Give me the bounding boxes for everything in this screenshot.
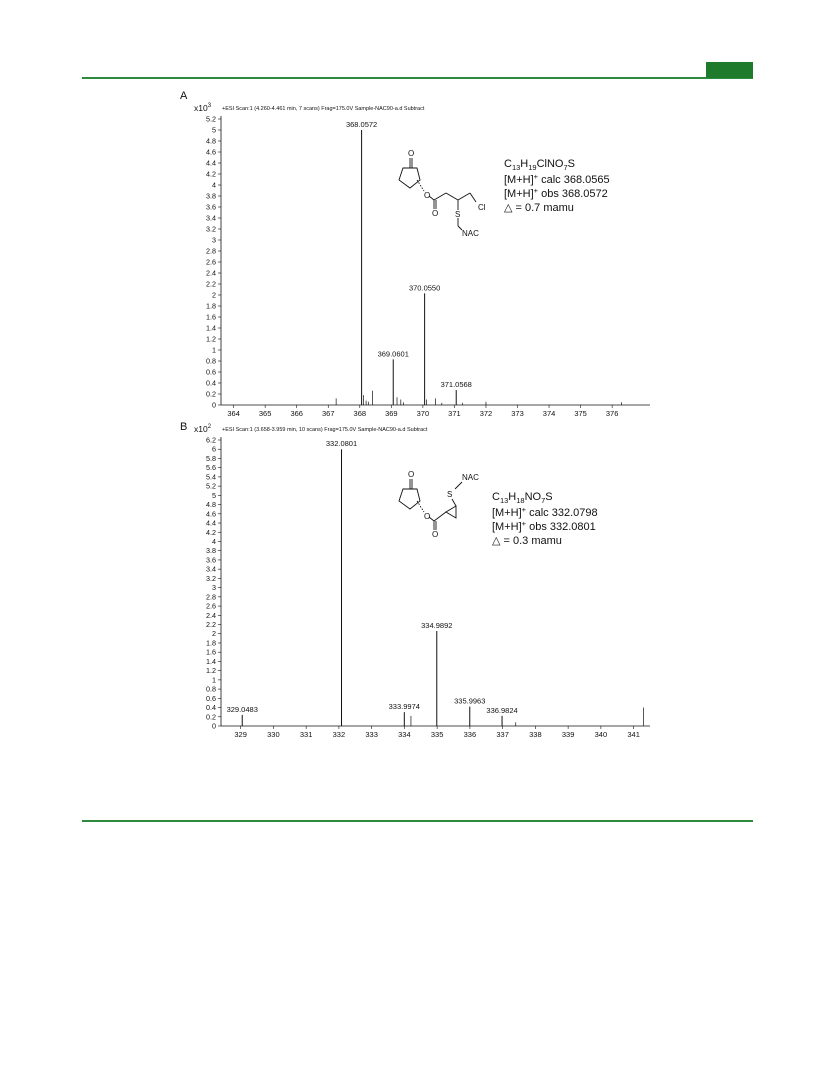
y-tick-label-b: 5.4 <box>206 472 216 482</box>
x-tick-label-b: 336 <box>463 730 477 739</box>
x-tick-label-b: 337 <box>496 730 509 739</box>
x-tick-label-a: 365 <box>258 409 272 418</box>
panel-label-a: A <box>180 90 188 102</box>
structure-b-s: S <box>447 490 453 499</box>
y-tick-label-b: 3.8 <box>206 546 216 556</box>
x-tick-label-a: 366 <box>290 409 303 418</box>
corner-tab <box>706 62 753 78</box>
y-tick-label-a: 3.8 <box>206 191 216 201</box>
y-tick-label-a: 0 <box>212 400 216 410</box>
y-tick-label-a: 0.4 <box>206 378 216 388</box>
y-tick-label-a: 1 <box>212 345 216 355</box>
formula-a: $C_{13}H_{19}ClNO_7S$ <box>504 158 575 172</box>
y-tick-label-b: 2 <box>212 629 216 639</box>
x-tick-label-a: 374 <box>542 409 556 418</box>
x-tick-label-b: 338 <box>529 730 542 739</box>
x-tick-label-b: 329 <box>234 730 247 739</box>
y-tick-label-b: 1.2 <box>206 666 216 676</box>
peak-label-b: 334.9892 <box>421 620 453 630</box>
y-tick-label-b: 4.4 <box>206 518 216 528</box>
y-tick-label-b: 3 <box>212 583 216 593</box>
x-tick-label-b: 341 <box>627 730 640 739</box>
y-tick-label-a: 0.2 <box>206 389 216 399</box>
y-multiplier-b: $x10^2$ <box>194 424 212 434</box>
x-tick-label-b: 333 <box>365 730 378 739</box>
y-tick-label-b: 4.8 <box>206 500 216 510</box>
scan-header-a: +ESI Scan:1 (4.260-4.461 min, 7 scans) Frag=175.0V Sample-NAC90-a.d Subtract <box>222 106 425 112</box>
y-tick-label-b: 3.6 <box>206 555 216 565</box>
y-tick-label-b: 5.2 <box>206 481 216 491</box>
y-tick-label-b: 3.2 <box>206 573 216 583</box>
structure-a-cl: Cl <box>478 203 486 212</box>
y-tick-label-b: 6.2 <box>206 435 216 445</box>
peak-label-b: 333.9974 <box>388 702 420 712</box>
x-tick-label-a: 376 <box>605 409 619 418</box>
y-tick-label-a: 5.2 <box>206 114 216 124</box>
y-tick-label-b: 1 <box>212 675 216 685</box>
obs-mass-a: [M+H]+ obs 368.0572 <box>504 186 608 200</box>
structure-a-o-top: O <box>408 149 415 158</box>
formula-b: $C_{13}H_{18}NO_7S$ <box>492 491 553 505</box>
y-tick-label-a: 2.8 <box>206 246 216 256</box>
y-tick-label-b: 6 <box>212 444 216 454</box>
y-tick-label-a: 0.8 <box>206 356 216 366</box>
y-tick-label-b: 1.6 <box>206 647 216 657</box>
y-tick-label-a: 4.8 <box>206 136 216 146</box>
y-tick-label-a: 2.2 <box>206 279 216 289</box>
y-tick-label-a: 1.6 <box>206 312 216 322</box>
structure-a-o-ester: O <box>424 191 431 200</box>
calc-mass-a: [M+H]+ calc 368.0565 <box>504 172 610 186</box>
y-tick-label-b: 1.4 <box>206 656 216 666</box>
y-tick-label-b: 1.8 <box>206 638 216 648</box>
structure-a-o-carbonyl: O <box>432 209 439 218</box>
peak-label-b: 335.9963 <box>454 696 486 706</box>
y-tick-label-b: 0.4 <box>206 703 216 713</box>
x-tick-label-b: 334 <box>398 730 411 739</box>
y-tick-label-a: 2.4 <box>206 268 216 278</box>
x-tick-label-a: 368 <box>353 409 367 418</box>
x-tick-label-b: 340 <box>594 730 608 739</box>
x-tick-label-a: 373 <box>511 409 524 418</box>
y-tick-label-a: 2.6 <box>206 257 216 267</box>
structure-a-s: S <box>455 210 461 219</box>
peak-label-a: 369.0601 <box>377 349 409 359</box>
y-multiplier-a: $x10^3$ <box>194 103 212 113</box>
x-tick-label-b: 332 <box>332 730 346 739</box>
y-tick-label-a: 3 <box>212 235 216 245</box>
peak-label-a: 371.0568 <box>440 380 472 390</box>
x-tick-label-a: 367 <box>321 409 335 418</box>
y-tick-label-a: 3.6 <box>206 202 216 212</box>
y-tick-label-b: 5.8 <box>206 453 216 463</box>
x-tick-label-a: 371 <box>448 409 461 418</box>
y-tick-label-b: 0.8 <box>206 684 216 694</box>
top-rule <box>82 77 753 79</box>
structure-b-o-ester: O <box>424 512 431 521</box>
y-tick-label-a: 4.6 <box>206 147 216 157</box>
y-tick-label-a: 1.2 <box>206 334 216 344</box>
structure-a-nac: NAC <box>462 229 479 238</box>
y-tick-label-a: 4.4 <box>206 158 216 168</box>
y-tick-label-a: 0.6 <box>206 367 216 377</box>
y-tick-label-b: 2.2 <box>206 620 216 630</box>
y-tick-label-b: 2.6 <box>206 601 216 611</box>
structure-b-o-top: O <box>408 470 415 479</box>
y-tick-label-a: 1.4 <box>206 323 216 333</box>
x-tick-label-b: 331 <box>299 730 313 739</box>
delta-b: △ = 0.3 mamu <box>492 535 562 547</box>
peak-label-b: 329.0483 <box>226 704 258 714</box>
y-tick-label-b: 5 <box>212 490 216 500</box>
y-tick-label-a: 4 <box>212 180 216 190</box>
scan-header-b: +ESI Scan:1 (3.658-3.959 min, 10 scans) Frag=175.0V Sample-NAC90-a.d Subtract <box>222 427 428 433</box>
structure-b-o-carbonyl: O <box>432 530 439 539</box>
x-tick-label-a: 364 <box>227 409 240 418</box>
y-tick-label-a: 3.4 <box>206 213 216 223</box>
y-tick-label-b: 5.6 <box>206 463 216 473</box>
y-tick-label-b: 2.8 <box>206 592 216 602</box>
x-tick-label-a: 372 <box>479 409 493 418</box>
y-tick-label-b: 4.6 <box>206 509 216 519</box>
y-tick-label-a: 3.2 <box>206 224 216 234</box>
molecule-structure-a <box>399 158 476 230</box>
y-tick-label-b: 3.4 <box>206 564 216 574</box>
x-tick-label-a: 369 <box>385 409 398 418</box>
peak-label-b: 336.9824 <box>486 705 518 715</box>
x-tick-label-b: 335 <box>430 730 444 739</box>
x-tick-label-b: 330 <box>267 730 280 739</box>
y-tick-label-a: 4.2 <box>206 169 216 179</box>
delta-a: △ = 0.7 mamu <box>504 202 574 214</box>
bottom-rule <box>82 820 753 822</box>
peak-label-a: 370.0550 <box>408 283 441 293</box>
y-tick-label-b: 0.2 <box>206 712 216 722</box>
x-tick-label-b: 339 <box>561 730 575 739</box>
y-tick-label-b: 0.6 <box>206 693 216 703</box>
structure-b-nac: NAC <box>462 473 479 482</box>
panel-label-b: B <box>180 421 188 433</box>
y-tick-label-b: 0 <box>212 721 216 731</box>
y-tick-label-a: 2 <box>212 290 216 300</box>
y-tick-label-a: 1.8 <box>206 301 216 311</box>
y-tick-label-b: 4 <box>212 536 216 546</box>
calc-mass-b: [M+H]+ calc 332.0798 <box>492 505 598 519</box>
x-tick-label-a: 370 <box>416 409 430 418</box>
y-tick-label-b: 2.4 <box>206 610 216 620</box>
y-tick-label-b: 4.2 <box>206 527 216 537</box>
x-tick-label-a: 375 <box>574 409 587 418</box>
obs-mass-b: [M+H]+ obs 332.0801 <box>492 519 596 533</box>
y-tick-label-a: 5 <box>212 125 216 135</box>
peak-label-a: 368.0572 <box>345 120 378 129</box>
molecule-structure-b <box>399 479 462 530</box>
peak-label-b: 332.0801 <box>325 439 358 449</box>
